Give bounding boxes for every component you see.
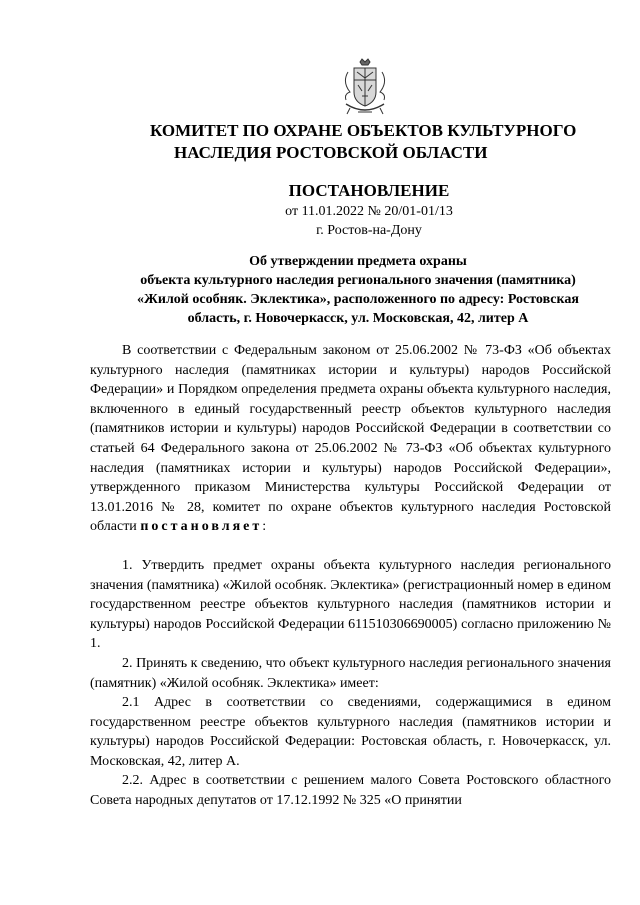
item-2-2-paragraph: 2.2. Адрес в соответствии с решением малого Совета Ростовского областного Совета народных депутатов от 17.12.1992 № 325 «О принятии xyxy=(90,773,611,809)
preamble-text: В соответствии с Федеральным законом от 25.06.2002 № 73-ФЗ «Об объектах культурного наследия (памятниках истории и культуры) народов Российской Федерации» и Порядком определения предмета охраны объекта культурного наследия, включенного в единый государственный реестр объектов культурного наследия (памятников истории и культуры) народов Российской Федерации в соответствии со статьей 64 Федерального закона от 25.06.2002 № 73-ФЗ «Об объектах культурного наследия (памятниках истории и культуры) народов Российской Федерации», утвержденного приказом Министерства культуры Российской Федерации от 13.01.2016 № 28, комитет по охране объектов культурного наследия Ростовской области xyxy=(90,343,611,535)
subject-line4: область, г. Новочеркасск, ул. Московская, 42, литер А xyxy=(187,311,529,326)
document-city: г. Ростов-на-Дону xyxy=(316,223,422,238)
document-type-title: ПОСТАНОВЛЕНИЕ xyxy=(288,181,450,200)
organization-name-line1: КОМИТЕТ ПО ОХРАНЕ ОБЪЕКТОВ КУЛЬТУРНОГО xyxy=(150,121,577,140)
document-date-number: от 11.01.2022 № 20/01-01/13 xyxy=(285,204,453,219)
subject-line3: «Жилой особняк. Эклектика», расположенного по адресу: Ростовская xyxy=(137,292,579,307)
subject-line2: объекта культурного наследия регионального значения (памятника) xyxy=(140,273,576,288)
subject-line1: Об утверждении предмета охраны xyxy=(249,254,467,269)
item-2-1-paragraph: 2.1 Адрес в соответствии со сведениями, содержащимися в едином государственном реестре объектов культурного наследия (памятников истории и культуры) народов Российской Федерации: Ростовская область, г. Новочеркасск, ул. Московская, 42, литер А. xyxy=(90,695,611,769)
resolves-word: постановляет xyxy=(140,519,263,535)
resolves-colon: : xyxy=(262,519,267,535)
document-subject xyxy=(98,252,618,328)
preamble-paragraph xyxy=(90,341,611,537)
coat-of-arms-emblem xyxy=(340,58,390,118)
item-2-paragraph: 2. Принять к сведению, что объект культурного наследия регионального значения (памятник) «Жилой особняк. Эклектика» имеет: xyxy=(90,655,611,691)
item-1-paragraph: 1. Утвердить предмет охраны объекта культурного наследия регионального значения (памятника) «Жилой особняк. Эклектика» (регистрационный номер в едином государственном реестре объектов культурного наследия (памятников истории и культуры) народов Российской Федерации 611510306690005) согласно приложению № 1. xyxy=(90,557,611,652)
organization-name-line2: НАСЛЕДИЯ РОСТОВСКОЙ ОБЛАСТИ xyxy=(174,143,488,162)
organization-name xyxy=(150,120,620,164)
document-body xyxy=(90,341,611,811)
